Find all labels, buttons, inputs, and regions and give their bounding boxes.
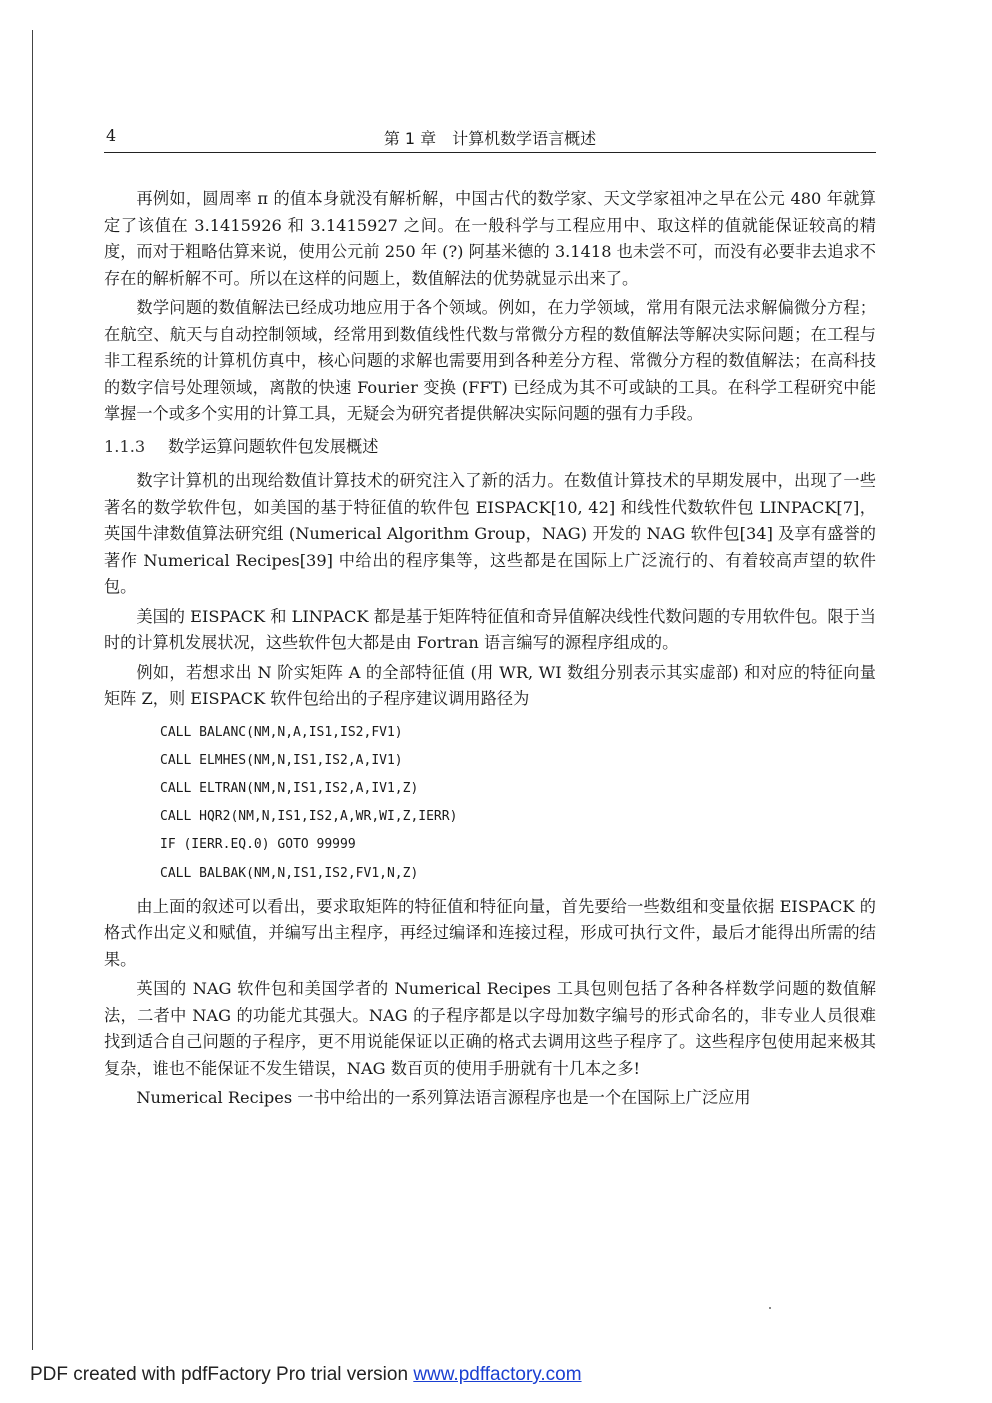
- code-line: IF (IERR.EQ.0) GOTO 99999: [160, 837, 356, 853]
- code-block: [160, 719, 876, 888]
- chapter-title: 第 1 章 计算机数学语言概述: [383, 129, 597, 148]
- paragraph-nag-recipes: 英国的 NAG 软件包和美国学者的 Numerical Recipes 工具包则包括了各种各样数学问题的数值解法，二者中 NAG 的功能尤其强大。NAG 的子程序都是以字母加数字编号的形式命名的，非专业人员很难找到适合自己问题的子程序，更不用说能保证以正确的格式去调用这些子程序了。这些程序包使用起来极其复杂，谁也不能保证不发生错误，NAG 数百页的使用手册就有十几本之多!: [104, 979, 876, 1078]
- page-binding-line: [32, 30, 33, 1350]
- paragraph-software-packages: 数字计算机的出现给数值计算技术的研究注入了新的活力。在数值计算技术的早期发展中，出现了一些著名的数学软件包，如美国的基于特征值的软件包 EISPACK[10, 42] 和线性代数软件包 LINPACK[7]，英国牛津数值算法研究组 (Numerical Algorithm Group，NAG) 开发的 NAG 软件包[34] 及享有盛誉的著作 Numerical Recipes[39] 中给出的程序集等，这些都是在国际上广泛流行的、有着较高声望的软件包。: [104, 471, 876, 596]
- pdf-footer: [30, 1364, 582, 1386]
- paragraph-eispack-linpack: 美国的 EISPACK 和 LINPACK 都是基于矩阵特征值和奇异值解决线性代数问题的专用软件包。限于当时的计算机发展状况，这些软件包大都是由 Fortran 语言编写的源程序组成的。: [104, 606, 876, 652]
- code-line: CALL ELTRAN(NM,N,IS1,IS2,A,IV1,Z): [160, 780, 419, 796]
- paragraph-eigenvalue-example: 例如，若想求出 N 阶实矩阵 A 的全部特征值 (用 WR, WI 数组分别表示其实虚部) 和对应的特征向量矩阵 Z，则 EISPACK 软件包给出的子程序建议调用路径为: [104, 662, 876, 708]
- section-number: 1.1.3: [104, 436, 146, 456]
- paragraph-numerical-applications: 数学问题的数值解法已经成功地应用于各个领域。例如，在力学领域，常用有限元法求解偏微分方程；在航空、航天与自动控制领域，经常用到数值线性代数与常微分方程的数值解法等解决实际问题；在工程与非工程系统的计算机仿真中，核心问题的求解也需要用到各种差分方程、常微分方程的数值解法；在高科技的数字信号处理领域，离散的快速 Fourier 变换 (FFT) 已经成为其不可或缺的工具。在科学工程研究中能掌握一个或多个实用的计算工具，无疑会为研究者提供解决实际问题的强有力手段。: [104, 298, 876, 423]
- footer-link[interactable]: www.pdffactory.com: [413, 1364, 582, 1385]
- paragraph-eispack-usage: 由上面的叙述可以看出，要求取矩阵的特征值和特征向量，首先要给一些数组和变量依据 EISPACK 的格式作出定义和赋值，并编写出主程序，再经过编译和连接过程，形成可执行文件，最后才能得出所需的结果。: [104, 896, 876, 969]
- page-number: 4: [106, 126, 117, 145]
- paragraph-pi-example: 再例如，圆周率 π 的值本身就没有解析解，中国古代的数学家、天文学家祖冲之早在公元 480 年就算定了该值在 3.1415926 和 3.1415927 之间。在一般科学与工程应用中、取这样的值就能保证较高的精度，而对于粗略估算来说，使用公元前 250 年 (?) 阿基米德的 3.1418 也未尝不可，而没有必要非去追求不存在的解析解不可。所以在这样的问题上，数值解法的优势就显示出来了。: [104, 189, 876, 288]
- footer-text: PDF created with pdfFactory Pro trial version: [30, 1364, 414, 1385]
- page-header: [104, 124, 876, 153]
- code-line: CALL BALBAK(NM,N,IS1,IS2,FV1,N,Z): [160, 865, 419, 881]
- code-line: CALL HQR2(NM,N,IS1,IS2,A,WR,WI,Z,IERR): [160, 809, 458, 825]
- section-heading: [104, 434, 876, 461]
- page-body: [104, 186, 876, 1115]
- section-title: 数学运算问题软件包发展概述: [168, 436, 379, 456]
- paragraph-recipes-continued: Numerical Recipes 一书中给出的一系列算法语言源程序也是一个在国际上广泛应用: [136, 1088, 751, 1108]
- scan-artifact-dot: [769, 1307, 771, 1309]
- code-line: CALL ELMHES(NM,N,IS1,IS2,A,IV1): [160, 752, 403, 768]
- code-line: CALL BALANC(NM,N,A,IS1,IS2,FV1): [160, 724, 403, 740]
